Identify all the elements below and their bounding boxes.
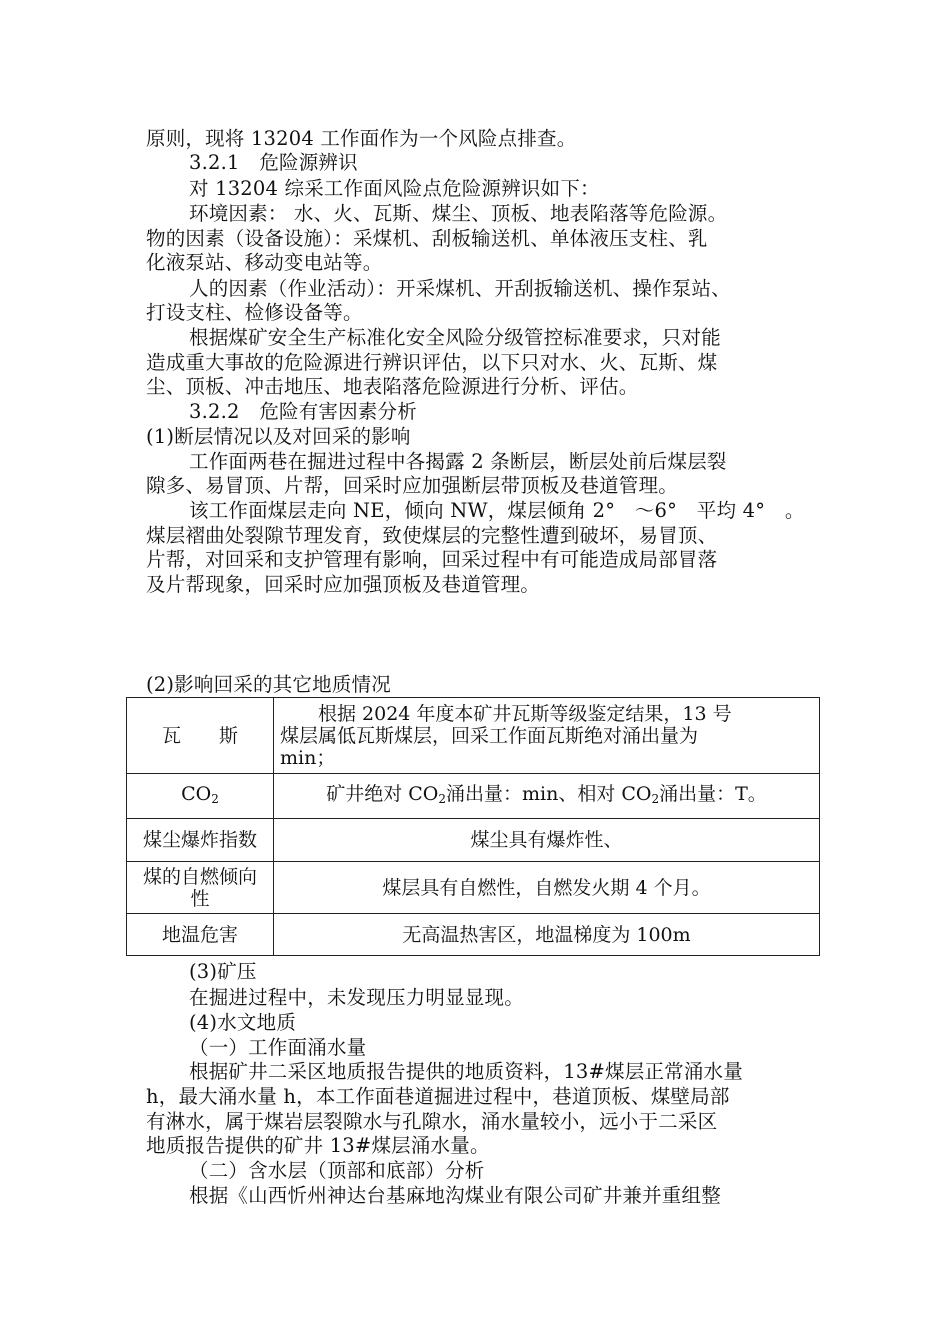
table-value-cell	[274, 819, 820, 862]
text-line: 原则，现将 13204 工作面作为一个风险点排查。	[146, 127, 577, 150]
cell-text: 涌出量：min、相对 CO	[445, 782, 652, 805]
table-value-cell	[274, 862, 820, 914]
cell-text: 矿井绝对 CO	[326, 782, 439, 805]
table-row	[127, 774, 820, 819]
cell-text: 瓦 斯	[161, 724, 238, 747]
text-line: 工作面两巷在掘进过程中各揭露 2 条断层，断层处前后煤层裂	[189, 450, 727, 473]
cell-text: CO	[181, 782, 212, 805]
text-line: 人的因素（作业活动）：开采煤机、开刮扳输送机、操作泵站、	[189, 277, 731, 300]
subheading: (1)断层情况以及对回采的影响	[146, 425, 411, 448]
section-heading: 3.2.2 危险有害因素分析	[189, 400, 417, 423]
cell-line: 煤的自燃倾向	[142, 865, 257, 888]
text-line: 有淋水，属于煤岩层裂隙水与孔隙水，涌水量较小，远小于二采区	[146, 1110, 718, 1133]
cell-line: 性	[190, 887, 210, 910]
cell-text: 煤尘爆炸指数	[142, 829, 257, 851]
text-line: 打设支柱、检修设备等。	[146, 301, 363, 324]
subheading: (4)水文地质	[189, 1011, 297, 1034]
subheading: （二）含水层（顶部和底部）分析	[189, 1159, 485, 1182]
text-line: h，最大涌水量 h，本工作面巷道掘进过程中，巷道顶板、煤壁局部	[146, 1085, 730, 1108]
cell-text: 涌出量：T。	[659, 782, 767, 805]
text-line: 地质报告提供的矿井 13#煤层涌水量。	[146, 1134, 490, 1157]
table-key-cell	[127, 914, 274, 956]
cell-text: 煤尘具有爆炸性、	[470, 829, 623, 851]
geology-table	[126, 697, 820, 956]
table-row	[127, 914, 820, 956]
subscript: 2	[211, 791, 219, 806]
text-line: 在掘进过程中，未发现压力明显显现。	[189, 986, 524, 1009]
text-line: 根据矿井二采区地质报告提供的地质资料，13#煤层正常涌水量	[189, 1060, 743, 1083]
text-line: 尘、顶板、冲击地压、地表陷落危险源进行分析、评估。	[146, 375, 639, 398]
table-key-cell	[127, 862, 274, 914]
text-line: 该工作面煤层走向 NE，倾向 NW，煤层倾角 2° ～6° 平均 4° 。	[189, 499, 805, 522]
cell-line: 根据 2024 年度本矿井瓦斯等级鉴定结果，13 号	[280, 702, 732, 725]
table-row	[127, 698, 820, 774]
table-row	[127, 862, 820, 914]
text-line: 隙多、易冒顶、片帮，回采时应加强断层带顶板及巷道管理。	[146, 474, 678, 497]
text-line: 片帮，对回采和支护管理有影响，回采过程中有可能造成局部冒落	[146, 548, 718, 571]
table-row	[127, 819, 820, 862]
text-line: 物的因素（设备设施）：采煤机、刮板输送机、单体液压支柱、乳	[146, 227, 708, 250]
table-value-cell	[274, 774, 820, 819]
section-heading: 3.2.1 危险源辨识	[189, 151, 358, 174]
table-value-cell	[274, 914, 820, 956]
text-line: 化液泵站、移动变电站等。	[146, 251, 383, 274]
subscript: 2	[651, 791, 660, 806]
cell-line: 煤层属低瓦斯煤层，回采工作面瓦斯绝对涌出量为	[280, 724, 699, 747]
table-key-cell	[127, 698, 274, 774]
subheading: (3)矿压	[189, 960, 257, 983]
text-line: 及片帮现象，回采时应加强顶板及巷道管理。	[146, 573, 541, 596]
table-key-cell	[127, 819, 274, 862]
text-line: 根据煤矿安全生产标准化安全风险分级管控标准要求，只对能	[189, 326, 721, 349]
cell-text: 无高温热害区，地温梯度为 100m	[402, 923, 691, 946]
text-line: 造成重大事故的危险源进行辨识评估，以下只对水、火、瓦斯、煤	[146, 351, 718, 374]
subheading: （一）工作面涌水量	[189, 1036, 367, 1059]
text-line: 对 13204 综采工作面风险点危险源辨识如下：	[189, 177, 600, 200]
table-value-cell	[274, 698, 820, 774]
table-key-cell	[127, 774, 274, 819]
subheading: (2)影响回采的其它地质情况	[146, 673, 391, 696]
subscript: 2	[438, 791, 446, 806]
text-line: 根据《山西忻州神达台基麻地沟煤业有限公司矿井兼并重组整	[189, 1184, 721, 1207]
cell-text: 地温危害	[161, 923, 238, 946]
cell-line: min；	[280, 746, 336, 769]
cell-text: 煤层具有自燃性，自燃发火期 4 个月。	[382, 876, 711, 899]
text-line: 煤层褶曲处裂隙节理发育，致使煤层的完整性遭到破坏，易冒顶、	[146, 524, 718, 547]
text-line: 环境因素： 水、火、瓦斯、煤尘、顶板、地表陷落等危险源。	[189, 202, 728, 225]
